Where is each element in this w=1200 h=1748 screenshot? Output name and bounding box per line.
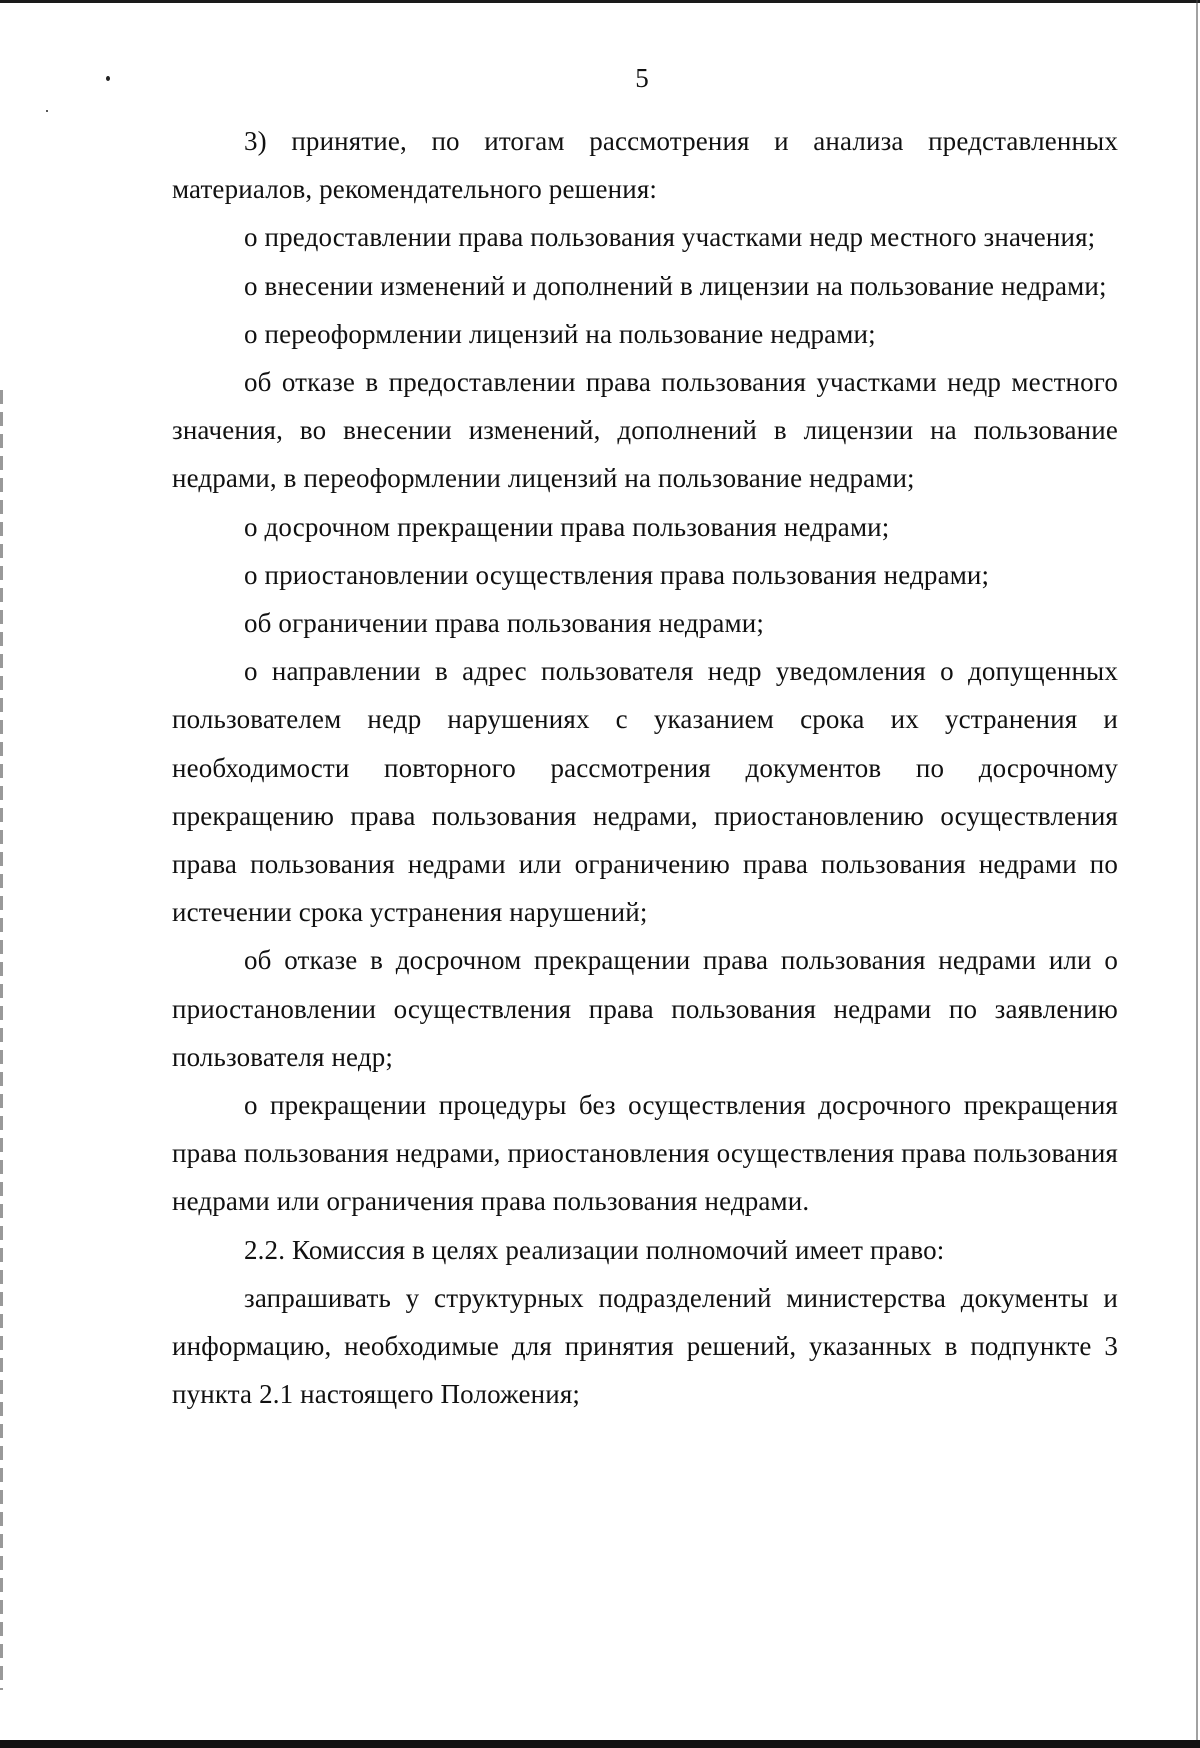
paragraph-refusal-termination: об отказе в досрочном прекращении права пользования недрами или о приостановлении осуществления права пользования недрами по заявлению пользователя недр; — [172, 945, 1118, 1072]
paragraph-refusal: об отказе в предоставлении права пользования участками недр местного значения, во внесении изменений, дополнений в лицензии на пользование недрами, в переоформлении лицензий на пользование недрами; — [172, 367, 1118, 494]
paragraph-violation-notice: о направлении в адрес пользователя недр уведомления о допущенных пользователем недр нарушениях с указанием срока их устранения и необходимости повторного рассмотрения документов по досрочному прекращению права пользования недрами, приостановлению осуществления права пользования недрами или ограничению права пользования недрами по истечении срока устранения нарушений; — [172, 656, 1118, 928]
paragraph-request-documents: запрашивать у структурных подразделений министерства документы и информацию, необходимые для принятия решений, указанных в подпункте 3 пункта 2.1 настоящего Положения; — [172, 1282, 1118, 1410]
paragraph-restriction: об ограничении права пользования недрами; — [244, 608, 764, 639]
scan-edge-left — [0, 390, 3, 1690]
scan-edge-top — [0, 0, 1200, 3]
paragraph-commission-rights: 2.2. Комиссия в целях реализации полномочий имеет право: — [244, 1234, 945, 1265]
paragraph-early-termination: о досрочном прекращении права пользования недрами; — [244, 511, 890, 542]
paragraph-procedure-stop: о прекращении процедуры без осуществления досрочного прекращения права пользования недрами, приостановления осуществления права пользования недрами или ограничения права пользования недрами. — [172, 1090, 1118, 1217]
scan-speck — [106, 76, 110, 81]
scan-speck — [46, 110, 48, 112]
page-number: 5 — [635, 63, 649, 93]
paragraph-decision-intro: 3) принятие, по итогам рассмотрения и анализа представленных материалов, рекомендательного решения: — [172, 126, 1118, 205]
scan-edge-right — [1196, 0, 1198, 1740]
document-body — [172, 117, 1118, 1418]
paragraph-license-reissue: о переоформлении лицензий на пользование недрами; — [244, 318, 876, 349]
paragraph-grant-rights: о предоставлении права пользования участками недр местного значения; — [244, 222, 1096, 253]
scan-edge-bottom — [0, 1740, 1200, 1748]
paragraph-license-changes: о внесении изменений и дополнений в лицензии на пользование недрами; — [244, 270, 1107, 301]
paragraph-suspension: о приостановлении осуществления права пользования недрами; — [244, 559, 990, 590]
